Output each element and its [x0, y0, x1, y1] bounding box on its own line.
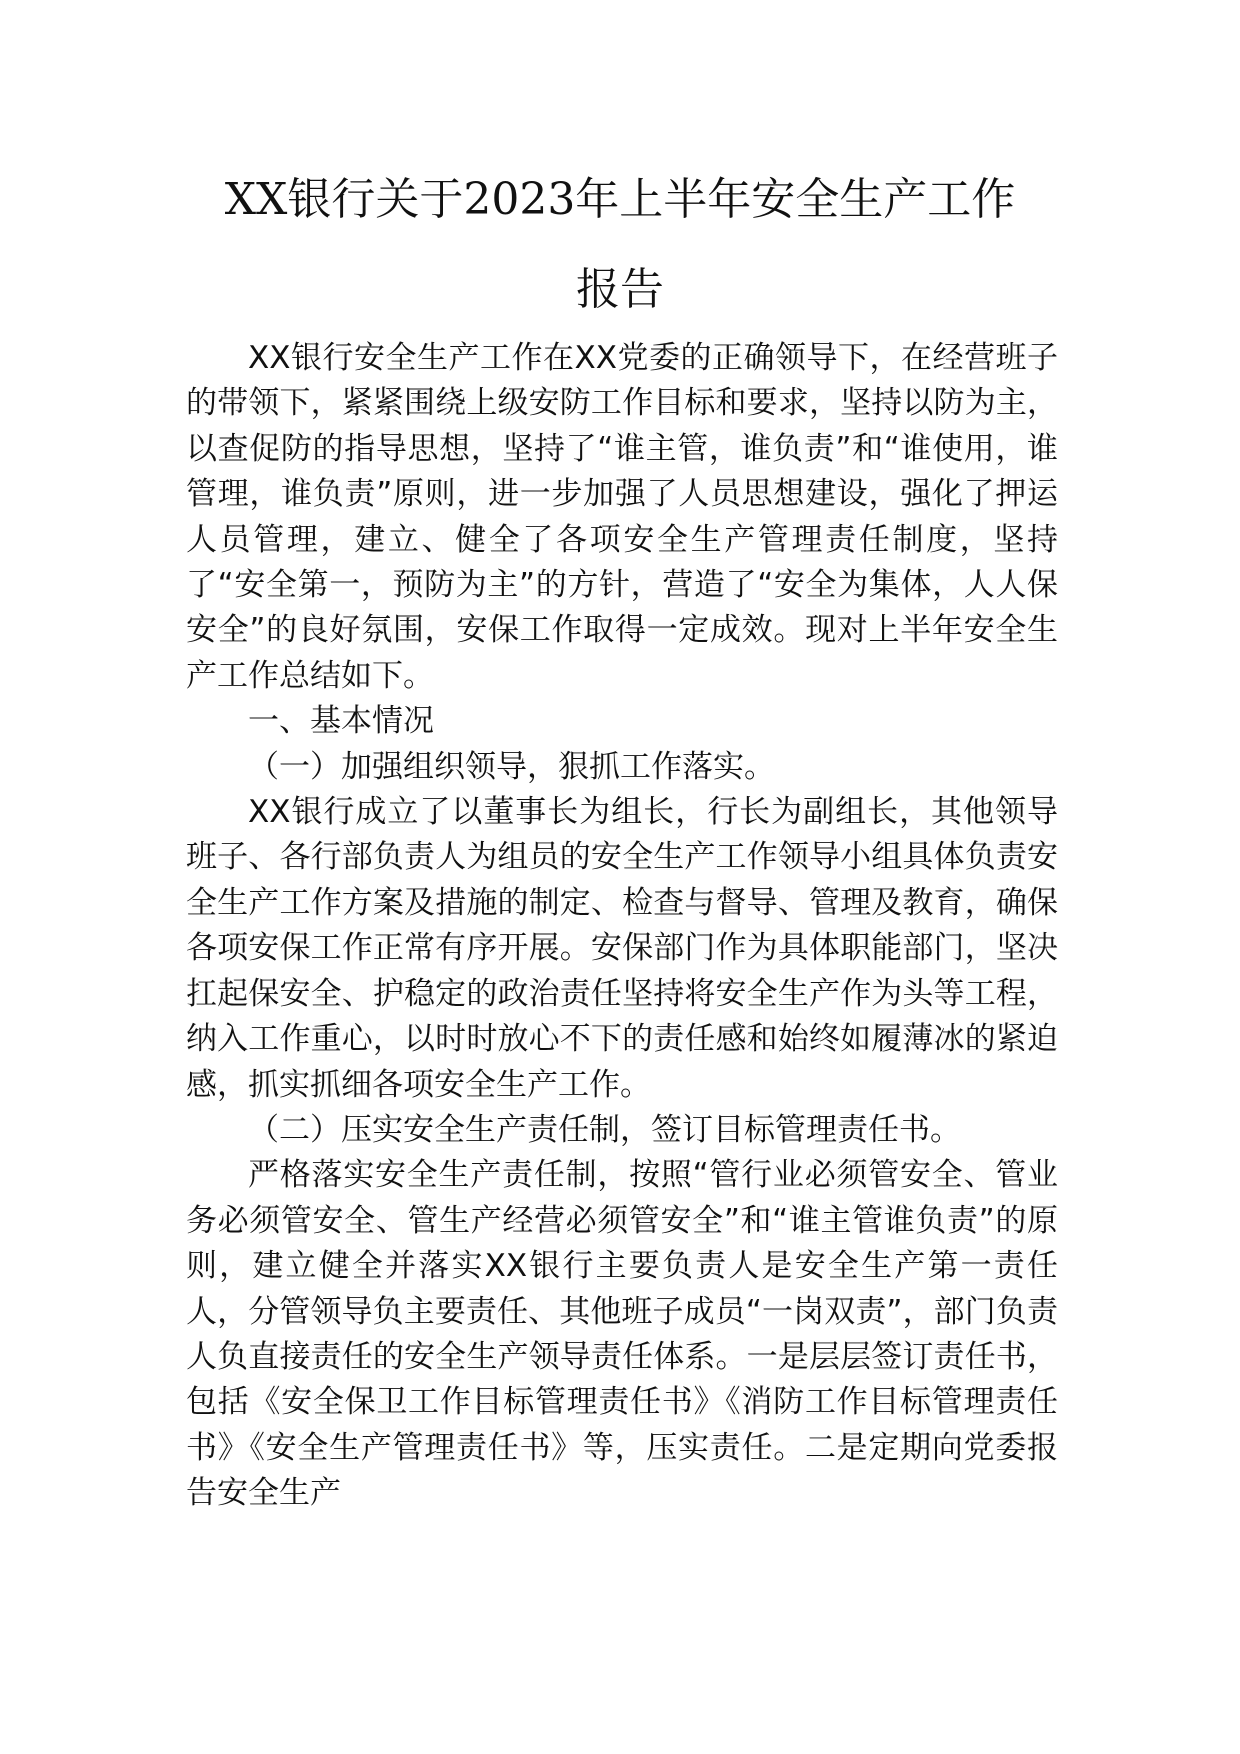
subsection-heading-2: （二）压实安全生产责任制，签订目标管理责任书。	[248, 1111, 961, 1148]
body-paragraph: XX银行成立了以董事长为组长，行长为副组长，其他领导班子、各行部负责人为组员的安全生产工作领导小组具体负责安全生产工作方案及措施的制定、检查与督导、管理及教育，确保各项安保工作正常有序开展。安保部门作为具体职能部门，坚决扛起保安全、护稳定的政治责任坚持将安全生产作为头等工程，纳入工作重心，以时时放心不下的责任感和始终如履薄冰的紧迫感，抓实抓细各项安全生产工作。	[186, 794, 1058, 1103]
intro-paragraph: XX银行安全生产工作在XX党委的正确领导下，在经营班子的带领下，紧紧围绕上级安防工作目标和要求，坚持以防为主，以查促防的指导思想，坚持了“谁主管，谁负责”和“谁使用，谁管理，谁负责”原则，进一步加强了人员思想建设，强化了押运人员管理，建立、健全了各项安全生产管理责任制度，坚持了“安全第一，预防为主”的方针，营造了“安全为集体，人人保安全”的良好氛围，安保工作取得一定成效。现对上半年安全生产工作总结如下。	[186, 340, 1058, 694]
document-title-line-1: XX银行关于2023年上半年安全生产工作	[224, 174, 1016, 225]
section-heading-basic-situation: 一、基本情况	[248, 703, 434, 740]
subsection-heading-1: （一）加强组织领导，狠抓工作落实。	[248, 748, 775, 785]
body-paragraph: 严格落实安全生产责任制，按照“管行业必须管安全、管业务必须管安全、管生产经营必须管安全”和“谁主管谁负责”的原则，建立健全并落实XX银行主要负责人是安全生产第一责任人，分管领导负主要责任、其他班子成员“一岗双责”，部门负责人负直接责任的安全生产领导责任体系。一是层层签订责任书，包括《安全保卫工作目标管理责任书》《消防工作目标管理责任书》《安全生产管理责任书》等，压实责任。二是定期向党委报告安全生产	[186, 1157, 1058, 1512]
document-title-line-2: 报告	[576, 264, 664, 315]
document-body	[186, 336, 1058, 1517]
